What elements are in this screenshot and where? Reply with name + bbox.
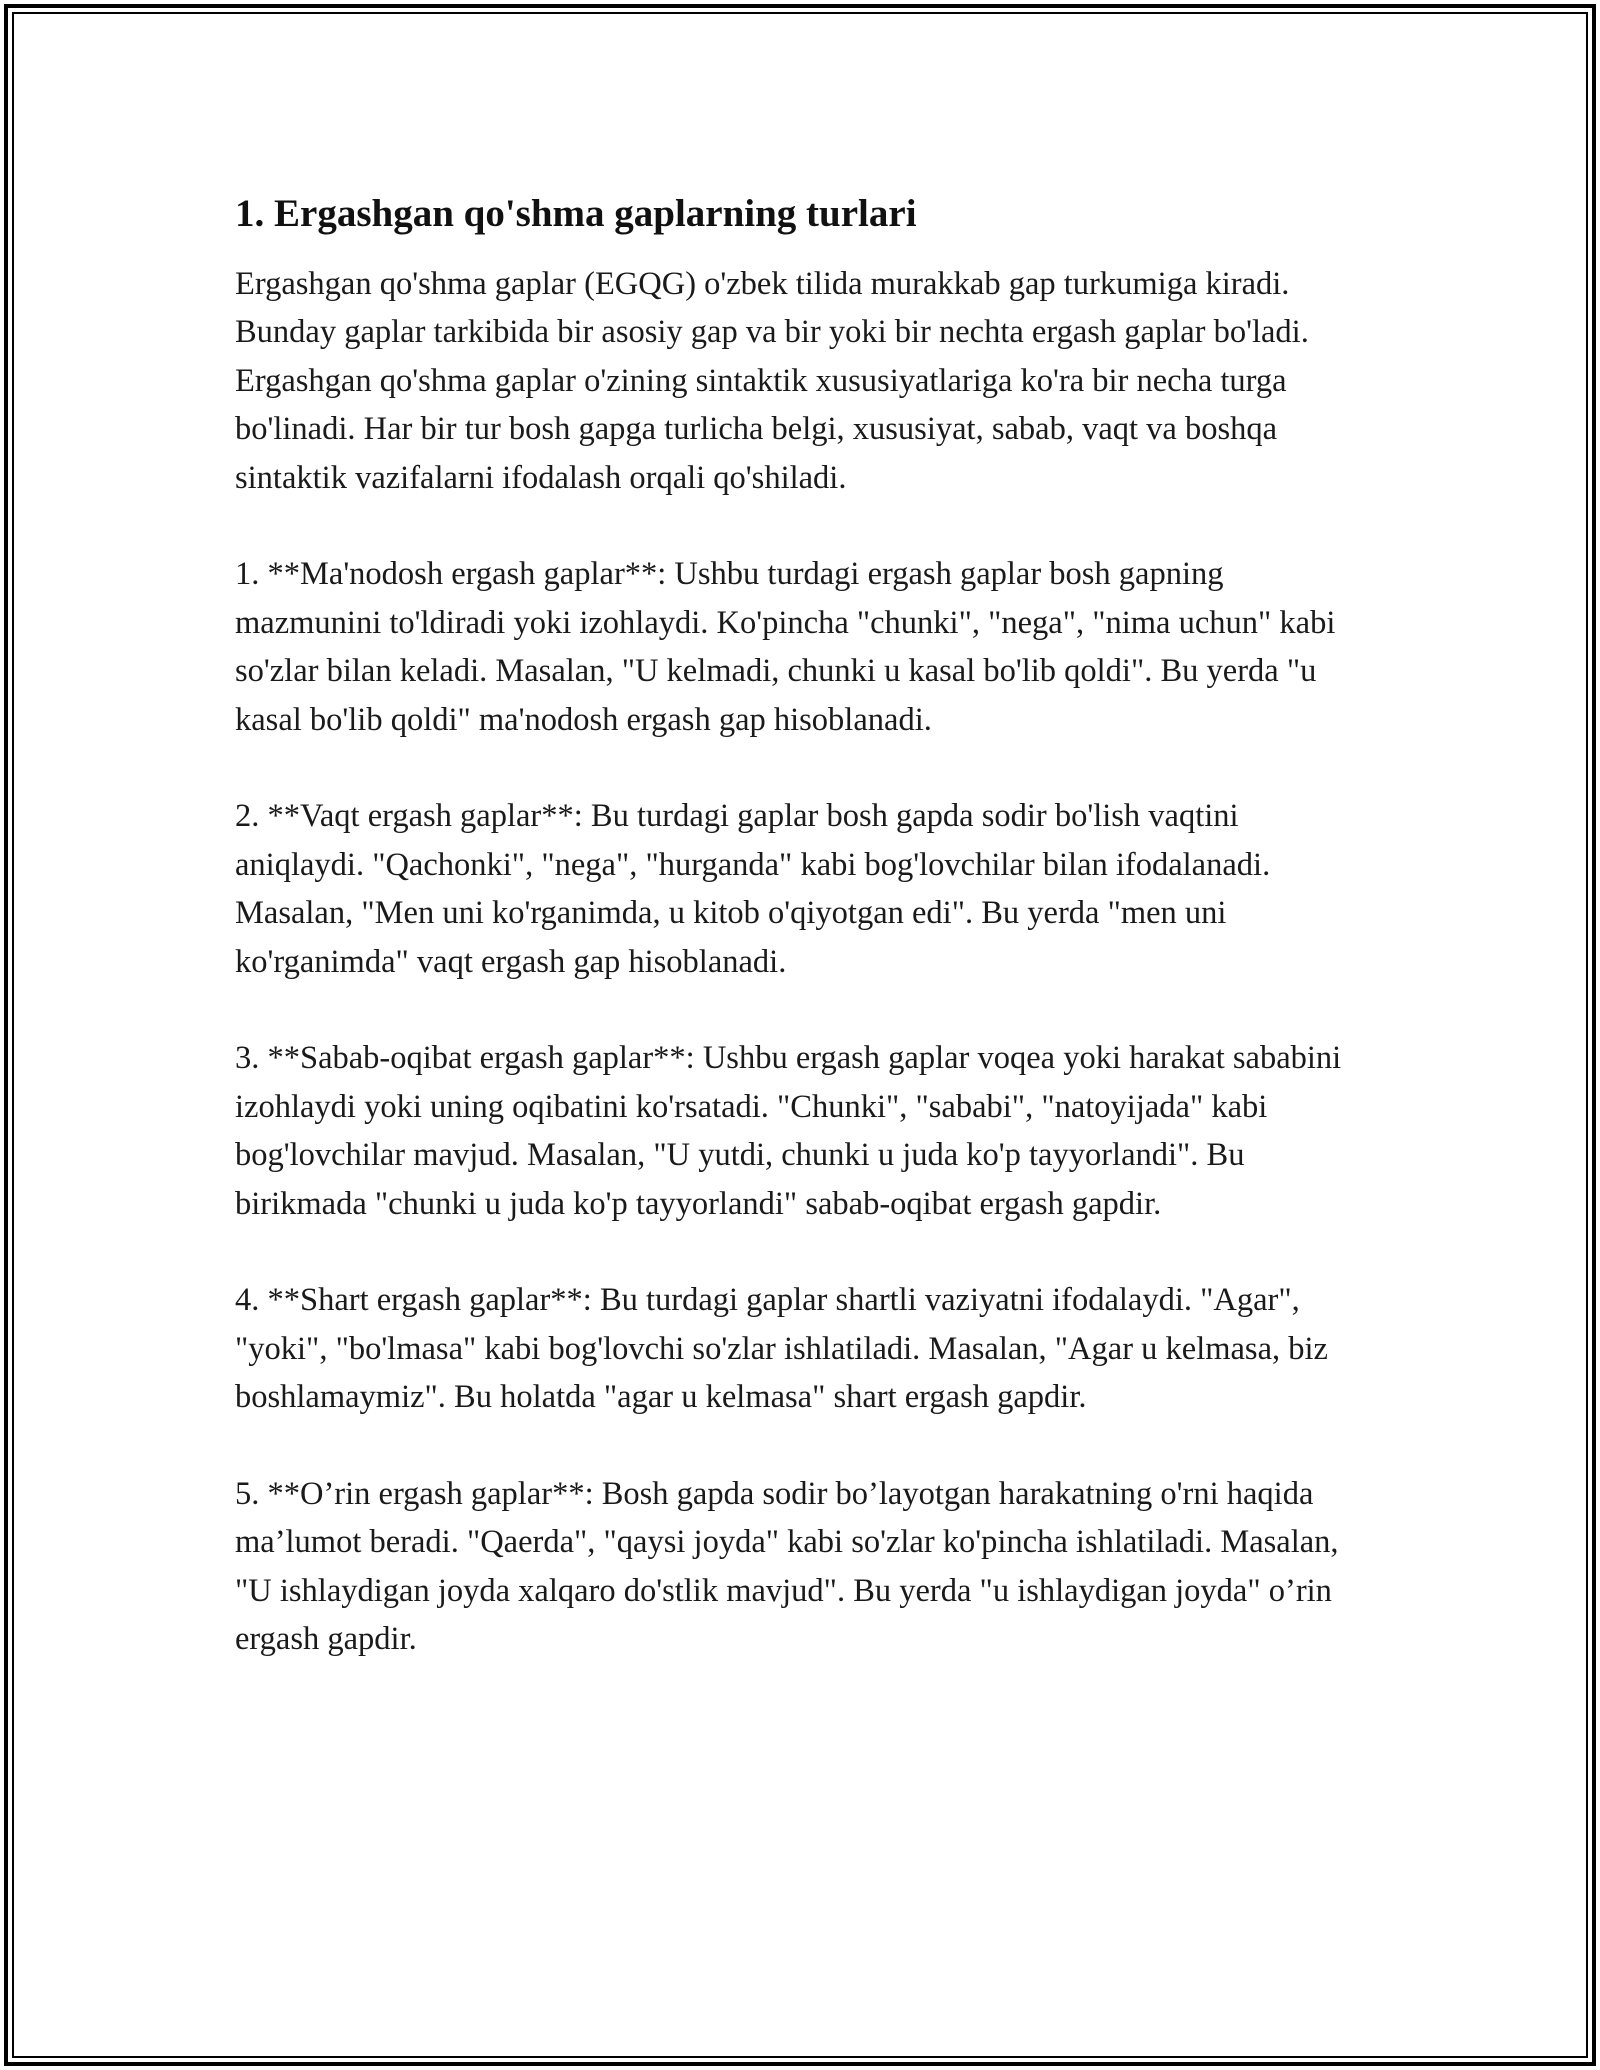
intro-paragraph: Ergashgan qo'shma gaplar (EGQG) o'zbek tilida murakkab gap turkumiga kiradi. Bunday gaplar tarkibida bir asosiy gap va bir yoki bir nechta ergash gaplar bo'ladi. Ergashgan qo'shma gaplar o'zining sintaktik xususiyatlariga ko'ra bir necha turga bo'linadi. Har bir tur bosh gapga turlicha belgi, xususiyat, sabab, vaqt va boshqa sintaktik vazifalarni ifodalash orqali qo'shiladi. bbox=[235, 266, 1309, 496]
paragraph-manodosh: 1. **Ma'nodosh ergash gaplar**: Ushbu turdagi ergash gaplar bosh gapning mazmunini to'ldiradi yoki izohlaydi. Ko'pincha "chunki", "nega", "nima uchun" kabi so'zlar bilan keladi. Masalan, "U kelmadi, chunki u kasal bo'lib qoldi". Bu yerda "u kasal bo'lib qoldi" ma'nodosh ergash gap hisoblanadi. bbox=[235, 556, 1336, 738]
paragraph-shart: 4. **Shart ergash gaplar**: Bu turdagi gaplar shartli vaziyatni ifodalaydi. "Agar", "yoki", "bo'lmasa" kabi bog'lovchi so'zlar ishlatiladi. Masalan, "Agar u kelmasa, biz boshlamaymiz". Bu holatda "agar u kelmasa" shart ergash gapdir. bbox=[235, 1282, 1328, 1416]
paragraph-orin: 5. **O’rin ergash gaplar**: Bosh gapda sodir bo’layotgan harakatning o'rni haqida ma’lumot beradi. "Qaerda", "qaysi joyda" kabi so'zlar ko'pincha ishlatiladi. Masalan, "U ishlaydigan joyda xalqaro do'stlik mavjud". Bu yerda "u ishlaydigan joyda" o’rin ergash gapdir. bbox=[235, 1476, 1339, 1658]
paragraph-sabab-oqibat: 3. **Sabab-oqibat ergash gaplar**: Ushbu ergash gaplar voqea yoki harakat sababini izohlaydi yoki uning oqibatini ko'rsatadi. "Chunki", "sababi", "natoyijada" kabi bog'lovchilar mavjud. Masalan, "U yutdi, chunki u juda ko'p tayyorlandi". Bu birikmada "chunki u juda ko'p tayyorlandi" sabab-oqibat ergash gapdir. bbox=[235, 1040, 1342, 1222]
paragraph-vaqt: 2. **Vaqt ergash gaplar**: Bu turdagi gaplar bosh gapda sodir bo'lish vaqtini aniqlaydi. "Qachonki", "nega", "hurganda" kabi bog'lovchilar bilan ifodalanadi. Masalan, "Men uni ko'rganimda, u kitob o'qiyotgan edi". Bu yerda "men uni ko'rganimda" vaqt ergash gap hisoblanadi. bbox=[235, 798, 1271, 980]
document-title: 1. Ergashgan qo'shma gaplarning turlari bbox=[235, 192, 917, 235]
document-body bbox=[235, 188, 1365, 1712]
